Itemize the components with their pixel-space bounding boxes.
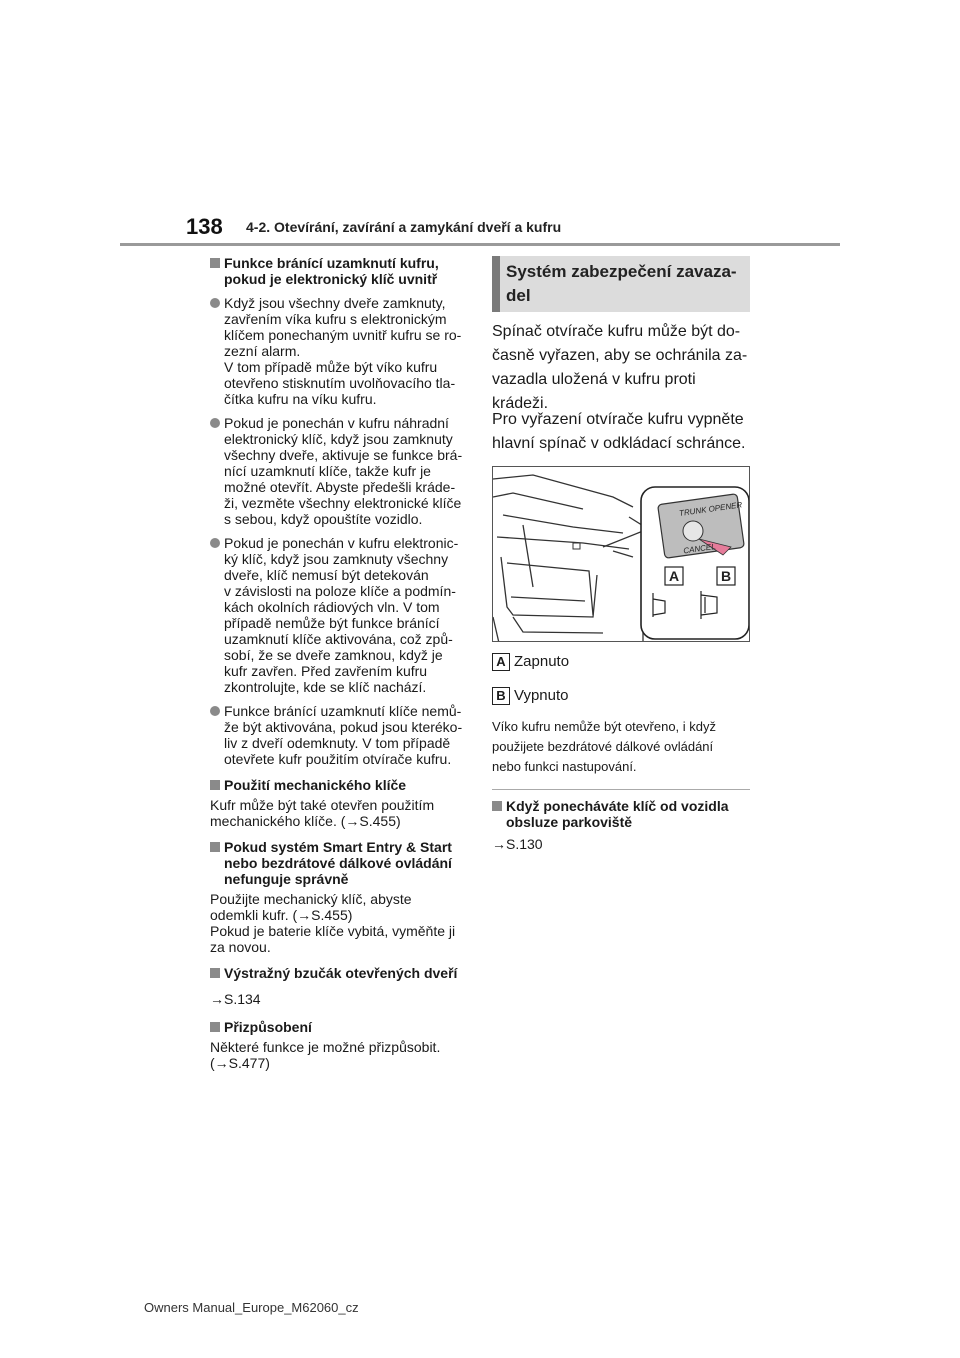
figure-label-b: B xyxy=(721,568,732,584)
heading-valet-key xyxy=(492,798,750,830)
switch-top-label: TRUNK OPENER xyxy=(678,500,743,519)
bullet-item xyxy=(210,295,478,407)
left-column xyxy=(210,255,478,1071)
header-divider xyxy=(120,243,840,246)
bullet-text: Funkce bránící uzamknutí klíče nemů- že být aktivována, pokud jsou kteréko- liv z dveří odemknuty. V tom případě otevřete kufr použitím otvírače kufru. xyxy=(224,703,463,767)
heading-door-buzzer: Výstražný bzučák otevřených dveří xyxy=(210,965,478,981)
note-paragraph: Víko kufru nemůže být otevřeno, i když použijete bezdrátové dálkové ovládání nebo funkci nastupování. xyxy=(492,719,716,774)
page-reference[interactable]: →S.134 xyxy=(210,991,261,1007)
bullet-item xyxy=(210,535,478,695)
heading-smart-entry-failure: Pokud systém Smart Entry & Start nebo bezdrátové dálkové ovládání nefunguje správně xyxy=(210,839,478,887)
bullet-dot-icon xyxy=(210,418,220,428)
legend-item-a xyxy=(492,653,569,671)
section-title-luggage-security: Systém zabezpečení zavaza- del xyxy=(506,262,737,305)
bullet-item xyxy=(210,415,478,527)
legend-label-b: Vypnuto xyxy=(514,687,569,704)
section-title-box xyxy=(492,256,750,312)
legend-key-a: A xyxy=(492,653,510,671)
paragraph-mechanical-key: Kufr může být také otevřen použitím mechanického klíče. (→S.455) xyxy=(210,797,435,829)
bullet-text: Pokud je ponechán v kufru elektronic- ký klíč, když jsou zamknuty všechny dveře, klíč nemusí být detekován v závislosti na poloze klíče a podmín- kách okolních rádiových vln. V tom případě nemůže být funkce bránící uzamknutí klíče aktivována, což způ- sobí, že se dveře zamknou, když je kufr zavřen. Před zavřením kufru zkontrolujte, kde se klíč nachází. xyxy=(224,535,459,695)
bullet-text: Pokud je ponechán v kufru náhradní elektronický klíč, když jsou zamknuty všechny dveře, aktivuje se funkce brá- nící uzamknutí klíče, takže kufr je možné otevřít. Abyste předešli kráde- ži, vezměte všechny elektronické klíče s sebou, když opouštíte vozidlo. xyxy=(224,415,463,527)
page-reference[interactable]: →S.130 xyxy=(492,836,543,852)
page-number: 138 xyxy=(186,214,223,239)
bullet-dot-icon xyxy=(210,538,220,548)
paragraph-instruction: Pro vyřazení otvírače kufru vypněte hlavní spínač v odkládací schránce. xyxy=(492,411,746,452)
heading-mechanical-key: Použití mechanického klíče xyxy=(210,777,478,793)
title-box-accent-bar xyxy=(492,256,500,312)
heading-customization: Přizpůsobení xyxy=(210,1019,478,1035)
figure-label-a: A xyxy=(669,568,680,584)
bullet-dot-icon xyxy=(210,298,220,308)
switch-bottom-label: CANCEL xyxy=(682,542,717,556)
note-divider xyxy=(492,789,750,790)
paragraph-intro: Spínač otvírače kufru může být do- časně vyřazen, aby se ochránila za- vazadla uložená v kufru proti krádeži. xyxy=(492,323,748,412)
section-title: 4-2. Otevírání, zavírání a zamykání dveří a kufru xyxy=(246,219,562,235)
paragraph-smart-entry-failure: Použijte mechanický klíč, abyste odemkli kufr. (→S.455) Pokud je baterie klíče vybitá, vyměňte ji za novou. xyxy=(210,891,456,955)
legend-key-b: B xyxy=(492,687,510,705)
heading-valet-key-text: Když ponecháváte klíč od vozidla obsluze parkoviště xyxy=(492,798,750,830)
glovebox-switch-illustration xyxy=(492,466,750,642)
legend-label-a: Zapnuto xyxy=(514,653,570,670)
footer-doc-id: Owners Manual_Europe_M62060_cz xyxy=(144,1300,359,1315)
bullet-item xyxy=(210,703,478,767)
heading-key-lock-prevention: Funkce bránící uzamknutí kufru, pokud je elektronický klíč uvnitř xyxy=(210,255,478,287)
bullet-text: Když jsou všechny dveře zamknuty, zavřením víka kufru s elektronickým klíčem ponechaným uvnitř kufru se ro- zezní alarm. V tom případě může být víko kufru otevřeno stisknutím uvolňovacího tla- čítka kufru na víku kufru. xyxy=(224,295,462,407)
legend-item-b xyxy=(492,687,569,705)
bullet-dot-icon xyxy=(210,706,220,716)
glovebox-illustration-svg xyxy=(493,467,750,642)
paragraph-customization: Některé funkce je možné přizpůsobit. (→S.477) xyxy=(210,1039,441,1071)
